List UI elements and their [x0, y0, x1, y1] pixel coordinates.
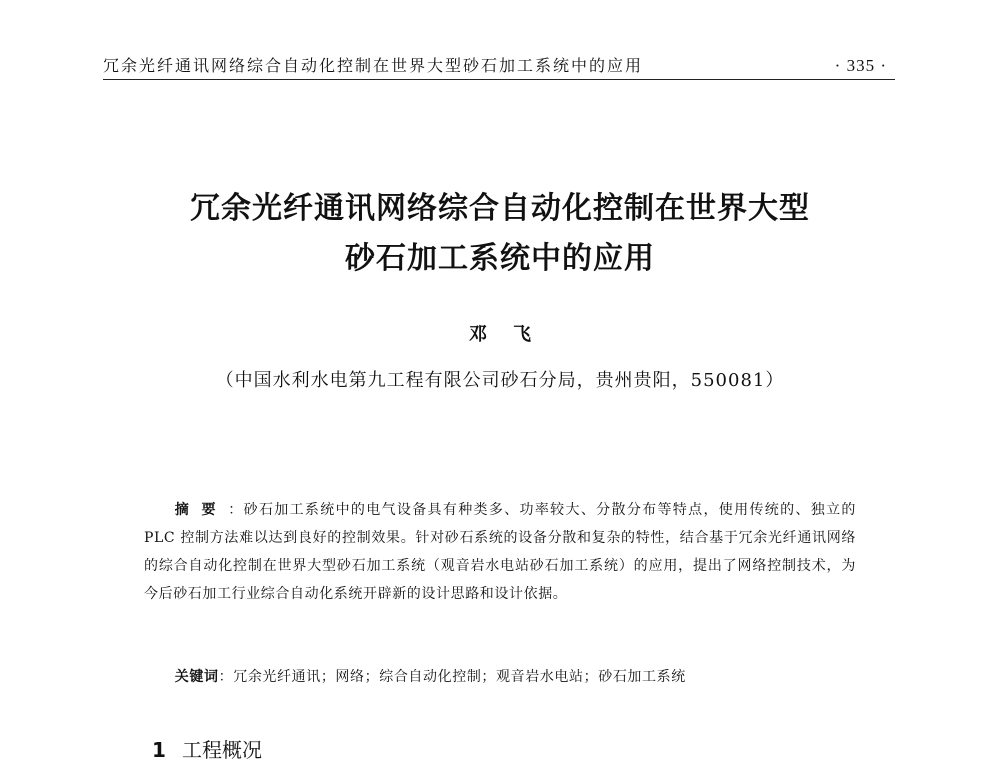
abstract-text: 砂石加工系统中的电气设备具有种类多、功率较大、分散分布等特点，使用传统的、独立的 PLC 控制方法难以达到良好的控制效果。针对砂石系统的设备分散和复杂的特性，结合基于冗余光纤通讯网络的综合自动化控制在世界大型砂石加工系统（观音岩水电站砂石加工系统）的应用，提出了网络控制技术，为今后砂石加工行业综合自动化系统开辟新的设计思路和设计依据。	[144, 502, 857, 602]
author-affiliation: （中国水利水电第九工程有限公司砂石分局，贵州贵阳，550081）	[215, 370, 785, 391]
keywords-separator: ：	[218, 669, 234, 685]
author-name: 邓飞	[469, 324, 557, 345]
section-title: 工程概况	[182, 738, 262, 760]
article-title	[100, 184, 900, 284]
abstract-label: 摘要	[174, 502, 229, 518]
article-title-line-1: 冗余光纤通讯网络综合自动化控制在世界大型	[190, 191, 810, 226]
keywords	[144, 663, 856, 691]
article-title-line-2: 砂石加工系统中的应用	[345, 241, 655, 276]
abstract	[144, 496, 856, 608]
section-number: 1	[152, 738, 166, 760]
section-heading	[152, 736, 262, 760]
running-header	[103, 52, 895, 80]
keywords-label: 关键词	[174, 669, 219, 685]
keywords-text: 冗余光纤通讯；网络；综合自动化控制；观音岩水电站；砂石加工系统	[233, 669, 686, 685]
page-number: · 335 ·	[834, 56, 887, 75]
abstract-separator: ：	[228, 502, 244, 518]
article-title-block	[100, 184, 900, 284]
running-title: 冗余光纤通讯网络综合自动化控制在世界大型砂石加工系统中的应用	[103, 56, 644, 75]
